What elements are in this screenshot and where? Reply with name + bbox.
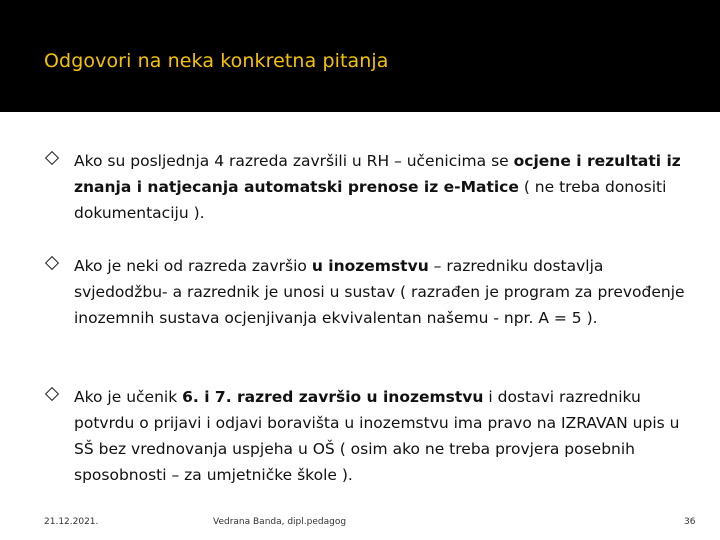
bullet-item-2 [44, 253, 704, 331]
bullet-text-3 [74, 384, 694, 488]
bullet-bold-text: u inozemstvu [311, 257, 429, 275]
bullet-plain-text: – razredniku dostavlja svjedodžbu- a razrednik je unosi u sustav ( razrađen je program za prevođenje inozemnih sustava ocjenjivanja ekvivalentan našemu - npr. A = 5 ). [74, 257, 685, 327]
bullet-text-2 [74, 253, 694, 331]
bullet-plain-text: Ako su posljednja 4 razreda završili u RH – učenicima se [74, 152, 514, 170]
diamond-bullet-icon [44, 148, 74, 226]
bullet-bold-text: ocjene i rezultati iz znanja i natjecanja automatski prenose iz e-Matice [74, 152, 681, 196]
footer-date: 21.12.2021. [44, 517, 99, 527]
bullet-item-1 [44, 148, 704, 226]
bullet-item-3 [44, 384, 704, 488]
bullet-plain-text: Ako je neki od razreda završio [74, 257, 312, 275]
title-bar [0, 0, 720, 112]
page-number: 36 [684, 517, 696, 527]
footer-author: Vedrana Banda, dipl.pedagog [213, 517, 347, 527]
diamond-bullet-icon [44, 253, 74, 331]
bullet-text-1 [74, 148, 694, 226]
slide-title: Odgovori na neka konkretna pitanja [44, 50, 389, 72]
bullet-plain-text: ( ne treba donositi dokumentaciju ). [74, 178, 667, 222]
diamond-bullet-icon [44, 384, 74, 488]
bullet-plain-text: Ako je učenik [74, 388, 183, 406]
bullet-plain-text: i dostavi razredniku potvrdu o prijavi i odjavi boravišta u inozemstvu ima pravo na IZRAVAN upis u SŠ bez vrednovanja uspjeha u OŠ ( osim ako ne treba provjera posebnih sposobnosti – za umjetničke škole ). [74, 388, 680, 484]
bullet-bold-text: 6. i 7. razred završio u inozemstvu [182, 388, 484, 406]
